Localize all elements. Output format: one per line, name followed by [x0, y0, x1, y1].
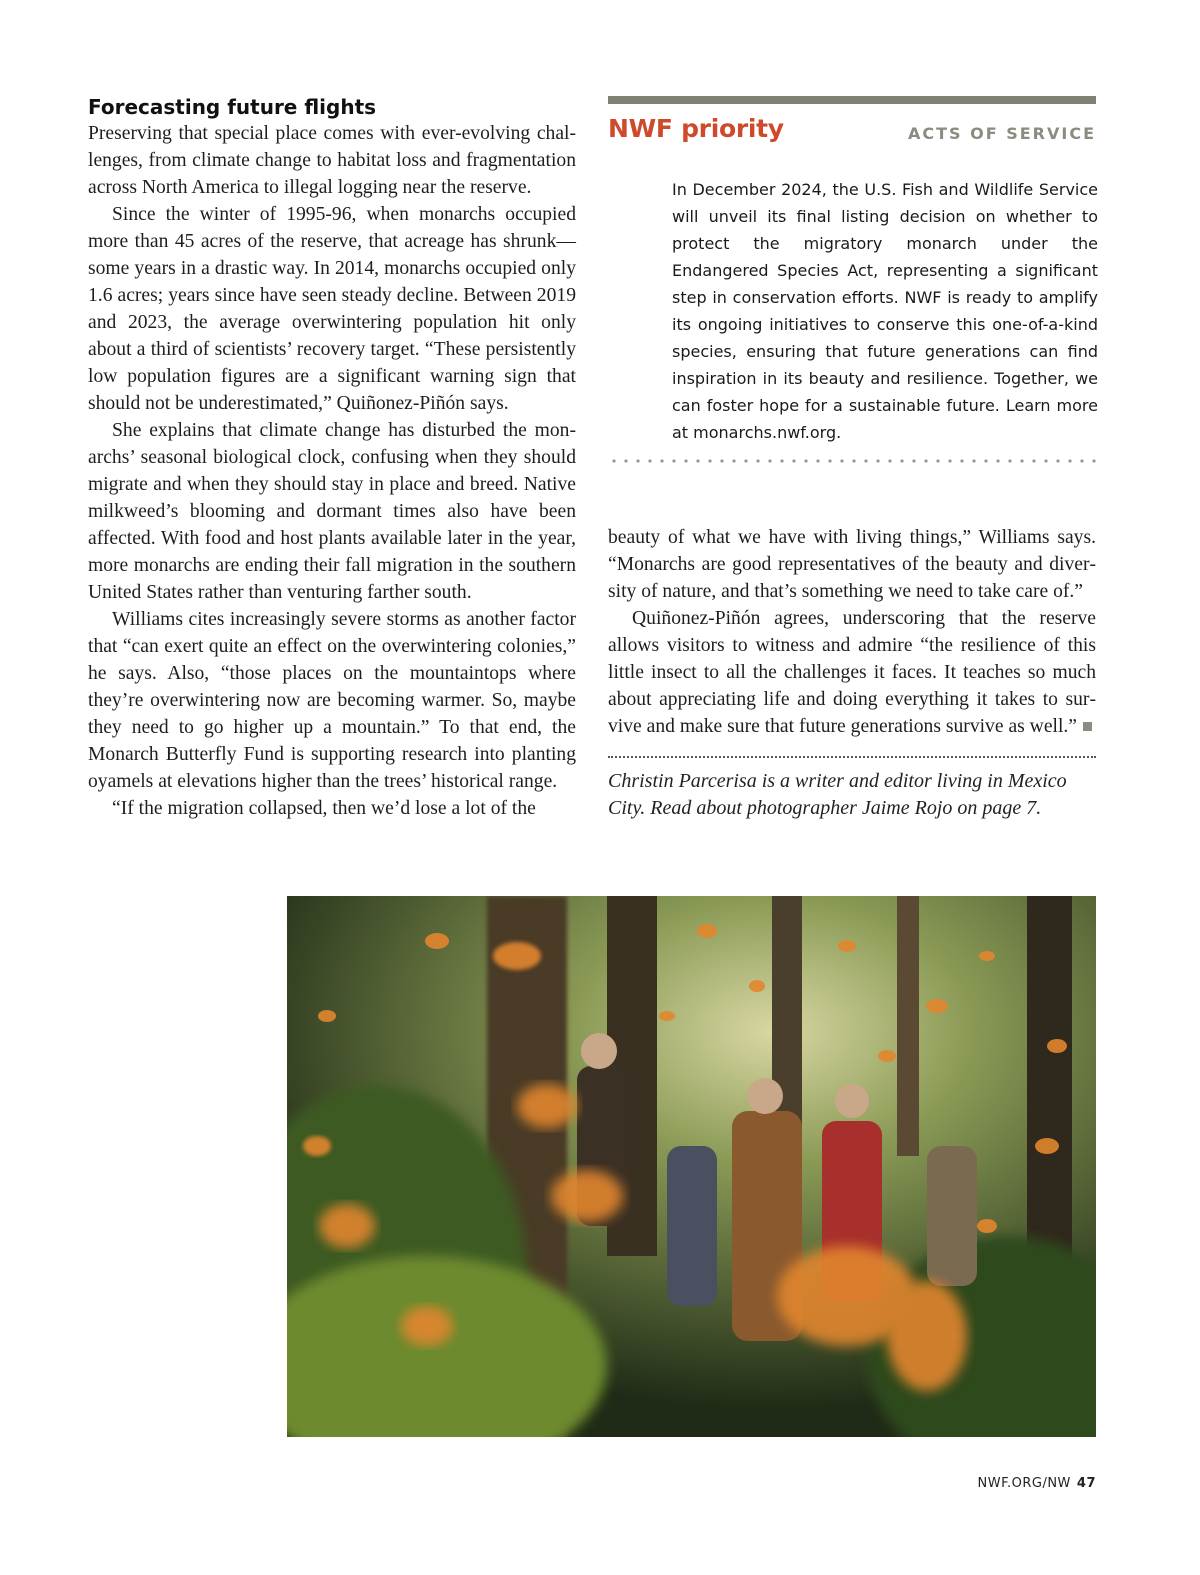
author-credit: Christin Parcerisa is a writer and editor living in Mexico City. Read about photographer Jaime Rojo on page 7.: [608, 770, 1067, 819]
monarch-forest-photo: [287, 896, 1096, 1437]
body-paragraph: “If the migration collapsed, then we’d lose a lot of the: [112, 798, 536, 819]
section-subhead: Forecasting future flights: [88, 95, 377, 119]
final-paragraph-text: Quiñonez-Piñón agrees, underscoring that the reserve allows visitors to witness and admire “the resilience of this little insect to all the challenges it faces. It teaches so much about appreciating life and doing everything it takes to survive and make sure that future generations survive as well.”: [608, 608, 1096, 737]
site-url: NWF.ORG/NW: [977, 1476, 1071, 1491]
photo-illustration: [287, 896, 1096, 1437]
sidebar-title: NWF priority: [608, 114, 784, 143]
page-folio: [978, 1476, 1097, 1491]
sidebar-kicker: ACTS OF SERVICE: [907, 124, 1096, 143]
right-column: [608, 524, 1096, 740]
sidebar-top-rule: [608, 96, 1096, 104]
page-number: 47: [1076, 1476, 1096, 1491]
end-mark-icon: [1083, 722, 1092, 731]
sidebar-body: In December 2024, the U.S. Fish and Wildlife Service will unveil its final listing decision on whether to protect the migratory monarch under the Endangered Species Act, representing a significant step in conservation efforts. NWF is ready to amplify its ongoing initiatives to conserve this one-of-a-kind species, ensuring that future generations can find inspiration in its beauty and resilience. Together, we can foster hope for a sustainable future. Learn more at monarchs.nwf.org.: [672, 180, 1098, 442]
body-paragraph: Since the winter of 1995-96, when monarchs occupied more than 45 acres of the reserve, that acreage has shrunk—some years in a drastic way. In 2014, monarchs occupied only 1.6 acres; years since have seen steady decline. Between 2019 and 2023, the average overwintering population hit only about a third of scientists’ recovery target. “These persistently low population figures are a significant warning sign that should not be underestimated,” Quiñonez-Piñón says.: [88, 204, 576, 414]
sidebar-dotted-divider: [608, 458, 1096, 464]
body-paragraph: beauty of what we have with living things,” Williams says. “Monarchs are good representatives of the beauty and diversity of nature, and that’s something we need to take care of.”: [608, 527, 1096, 602]
credit-divider: [608, 756, 1096, 758]
body-paragraph-final: [608, 605, 1096, 740]
body-paragraph: Williams cites increasingly severe storms as another factor that “can exert quite an effect on the overwintering colonies,” he says. Also, “those places on the mountaintops where they’re overwintering now are becoming warmer. So, maybe they need to go higher up a mountain.” To that end, the Monarch Butterfly Fund is supporting research into planting oyamels at elevations higher than the trees’ historical range.: [88, 609, 576, 792]
body-paragraph: She explains that climate change has disturbed the monarchs’ seasonal biological clock, confusing when they should migrate and when they should stay in place and breed. Native milkweed’s blooming and dormant times also have been affected. With food and host plants available later in the year, more monarchs are ending their fall migration in the southern United States rather than venturing farther south.: [88, 420, 576, 603]
left-column: [88, 94, 576, 822]
body-paragraph: Preserving that special place comes with ever-evolving challenges, from climate change to habitat loss and fragmentation across North America to illegal logging near the reserve.: [88, 123, 576, 198]
